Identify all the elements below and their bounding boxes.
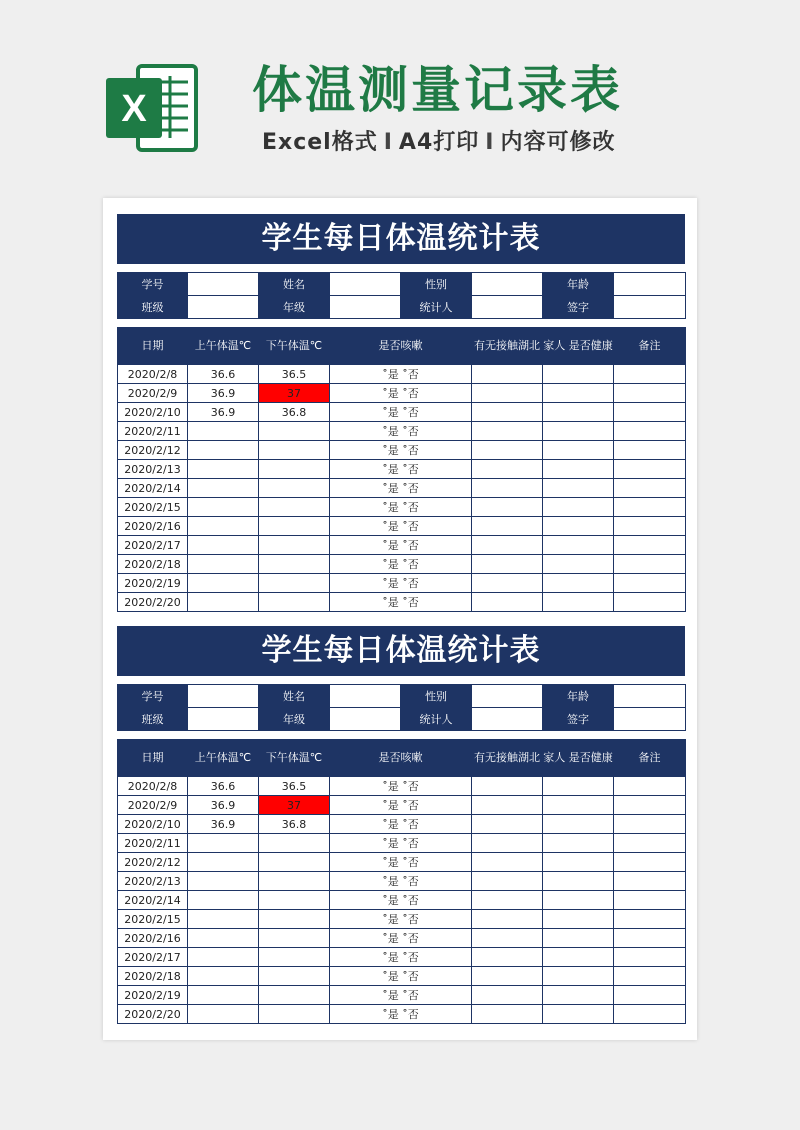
table-row — [118, 967, 686, 986]
table-cell[interactable] — [614, 403, 686, 422]
spreadsheet-paper — [103, 198, 697, 1040]
table-cell[interactable] — [614, 365, 686, 384]
table-cell[interactable]: 2020/2/8 — [118, 777, 188, 796]
table-cell[interactable] — [188, 872, 259, 891]
table-cell[interactable]: 2020/2/19 — [118, 986, 188, 1005]
table-row — [118, 517, 686, 536]
table-cell[interactable] — [543, 872, 614, 891]
info-row — [118, 296, 686, 319]
info-value-cell[interactable] — [614, 708, 686, 731]
info-label: 年级 — [259, 708, 330, 731]
table-cell[interactable] — [543, 536, 614, 555]
table-row — [118, 834, 686, 853]
table-cell[interactable] — [188, 536, 259, 555]
table-cell[interactable] — [614, 422, 686, 441]
table-cell[interactable]: ˚是 ˚否 — [330, 872, 472, 891]
table-cell[interactable]: 36.6 — [188, 365, 259, 384]
info-value-cell[interactable] — [614, 685, 686, 708]
info-label: 统计人 — [401, 708, 472, 731]
table-cell[interactable] — [614, 460, 686, 479]
table-cell[interactable]: ˚是 ˚否 — [330, 574, 472, 593]
table-cell[interactable] — [614, 1005, 686, 1024]
info-label: 统计人 — [401, 296, 472, 319]
table-cell[interactable] — [259, 834, 330, 853]
table-cell[interactable] — [472, 365, 543, 384]
info-label: 学号 — [118, 685, 188, 708]
table-cell[interactable] — [259, 1005, 330, 1024]
subtitle-editable: 内容可修改 — [500, 130, 616, 155]
table-cell[interactable]: 2020/2/17 — [118, 536, 188, 555]
table-cell[interactable]: 2020/2/11 — [118, 834, 188, 853]
table-cell[interactable] — [188, 460, 259, 479]
table-cell[interactable]: ˚是 ˚否 — [330, 777, 472, 796]
table-cell[interactable] — [472, 479, 543, 498]
column-header: 日期 — [118, 328, 188, 365]
table-cell[interactable] — [472, 910, 543, 929]
sheet-block — [117, 626, 685, 1024]
table-cell[interactable] — [543, 555, 614, 574]
info-value-cell[interactable] — [188, 708, 259, 731]
table-cell[interactable] — [472, 384, 543, 403]
info-label: 姓名 — [259, 273, 330, 296]
info-label: 年级 — [259, 296, 330, 319]
info-row — [118, 685, 686, 708]
table-cell[interactable] — [614, 384, 686, 403]
sheet-title: 学生每日体温统计表 — [117, 214, 685, 264]
table-cell[interactable] — [259, 460, 330, 479]
table-cell[interactable] — [188, 441, 259, 460]
table-cell[interactable]: ˚是 ˚否 — [330, 403, 472, 422]
table-cell[interactable]: 36.8 — [259, 815, 330, 834]
table-cell[interactable]: ˚是 ˚否 — [330, 422, 472, 441]
table-row — [118, 910, 686, 929]
table-cell[interactable] — [614, 929, 686, 948]
table-row — [118, 815, 686, 834]
table-cell[interactable] — [259, 910, 330, 929]
banner — [0, 0, 800, 190]
subtitle-separator: I — [383, 130, 393, 155]
column-header: 日期 — [118, 740, 188, 777]
column-header: 备注 — [614, 740, 686, 777]
table-cell[interactable] — [188, 986, 259, 1005]
table-cell[interactable] — [259, 422, 330, 441]
table-cell[interactable] — [472, 796, 543, 815]
table-row — [118, 403, 686, 422]
table-cell[interactable] — [614, 891, 686, 910]
column-header: 是否咳嗽 — [330, 740, 472, 777]
info-value-cell[interactable] — [188, 273, 259, 296]
table-cell[interactable]: 2020/2/16 — [118, 517, 188, 536]
table-cell[interactable] — [188, 948, 259, 967]
table-cell[interactable] — [188, 593, 259, 612]
info-value-cell[interactable] — [188, 685, 259, 708]
table-cell[interactable]: 2020/2/9 — [118, 796, 188, 815]
table-row — [118, 498, 686, 517]
info-row — [118, 708, 686, 731]
table-cell[interactable]: ˚是 ˚否 — [330, 834, 472, 853]
table-cell[interactable] — [259, 536, 330, 555]
info-label: 姓名 — [259, 685, 330, 708]
table-cell[interactable] — [188, 929, 259, 948]
column-header: 有无接触湖北 — [472, 328, 543, 365]
table-cell[interactable]: 2020/2/12 — [118, 441, 188, 460]
info-label: 性别 — [401, 273, 472, 296]
table-cell[interactable]: 2020/2/12 — [118, 853, 188, 872]
table-header-row — [118, 740, 686, 777]
table-cell[interactable]: ˚是 ˚否 — [330, 986, 472, 1005]
table-cell[interactable] — [188, 853, 259, 872]
table-cell[interactable] — [543, 517, 614, 536]
column-header: 下午体温℃ — [259, 328, 330, 365]
info-value-cell[interactable] — [614, 273, 686, 296]
sheet-title: 学生每日体温统计表 — [117, 626, 685, 676]
table-cell[interactable] — [188, 498, 259, 517]
table-cell[interactable] — [472, 403, 543, 422]
table-cell[interactable]: 2020/2/14 — [118, 891, 188, 910]
info-value-cell[interactable] — [472, 273, 543, 296]
table-cell[interactable] — [614, 536, 686, 555]
table-row — [118, 479, 686, 498]
table-cell[interactable] — [543, 910, 614, 929]
table-cell[interactable] — [259, 872, 330, 891]
table-cell[interactable] — [543, 891, 614, 910]
info-label: 班级 — [118, 708, 188, 731]
column-header: 有无接触湖北 — [472, 740, 543, 777]
table-row — [118, 929, 686, 948]
table-cell[interactable]: 2020/2/8 — [118, 365, 188, 384]
table-cell[interactable]: ˚是 ˚否 — [330, 517, 472, 536]
table-cell[interactable]: ˚是 ˚否 — [330, 441, 472, 460]
column-header: 上午体温℃ — [188, 740, 259, 777]
table-cell[interactable]: ˚是 ˚否 — [330, 910, 472, 929]
table-cell[interactable] — [188, 1005, 259, 1024]
table-cell[interactable] — [614, 498, 686, 517]
table-row — [118, 574, 686, 593]
table-cell[interactable] — [259, 948, 330, 967]
table-cell[interactable]: 2020/2/13 — [118, 460, 188, 479]
table-row — [118, 796, 686, 815]
table-cell[interactable]: 37 — [259, 796, 330, 815]
sheet-block — [117, 214, 685, 612]
table-cell[interactable] — [259, 967, 330, 986]
table-cell[interactable] — [614, 986, 686, 1005]
table-cell[interactable] — [259, 891, 330, 910]
table-cell[interactable] — [472, 574, 543, 593]
column-header: 家人 是否健康 — [543, 740, 614, 777]
table-cell[interactable] — [259, 555, 330, 574]
info-value-cell[interactable] — [472, 296, 543, 319]
table-cell[interactable] — [543, 929, 614, 948]
table-cell[interactable] — [614, 574, 686, 593]
table-cell[interactable] — [472, 967, 543, 986]
table-cell[interactable]: ˚是 ˚否 — [330, 948, 472, 967]
table-cell[interactable] — [614, 796, 686, 815]
table-cell[interactable] — [614, 967, 686, 986]
subtitle-format: Excel格式 — [262, 130, 378, 155]
table-cell[interactable] — [259, 853, 330, 872]
info-label: 性别 — [401, 685, 472, 708]
table-cell[interactable] — [543, 574, 614, 593]
table-cell[interactable]: ˚是 ˚否 — [330, 815, 472, 834]
table-cell[interactable]: ˚是 ˚否 — [330, 967, 472, 986]
table-cell[interactable] — [543, 441, 614, 460]
table-cell[interactable]: ˚是 ˚否 — [330, 384, 472, 403]
table-cell[interactable]: 2020/2/14 — [118, 479, 188, 498]
info-label: 年龄 — [543, 273, 614, 296]
table-cell[interactable] — [614, 948, 686, 967]
table-cell[interactable] — [472, 872, 543, 891]
table-cell[interactable] — [472, 948, 543, 967]
table-cell[interactable] — [259, 479, 330, 498]
info-label: 年龄 — [543, 685, 614, 708]
info-value-cell[interactable] — [188, 296, 259, 319]
table-cell[interactable]: ˚是 ˚否 — [330, 460, 472, 479]
table-cell[interactable] — [614, 815, 686, 834]
info-value-cell[interactable] — [472, 685, 543, 708]
table-cell[interactable] — [188, 517, 259, 536]
table-cell[interactable]: ˚是 ˚否 — [330, 555, 472, 574]
table-cell[interactable]: 2020/2/17 — [118, 948, 188, 967]
subtitle-print: A4打印 — [398, 130, 480, 155]
table-cell[interactable]: ˚是 ˚否 — [330, 929, 472, 948]
excel-logo-icon — [104, 60, 200, 156]
table-cell[interactable] — [614, 853, 686, 872]
table-cell[interactable] — [472, 536, 543, 555]
table-cell[interactable]: 2020/2/18 — [118, 967, 188, 986]
table-cell[interactable]: 2020/2/20 — [118, 1005, 188, 1024]
table-cell[interactable] — [543, 853, 614, 872]
table-cell[interactable] — [472, 891, 543, 910]
table-cell[interactable] — [472, 929, 543, 948]
table-cell[interactable]: 2020/2/15 — [118, 498, 188, 517]
temperature-table — [117, 327, 686, 612]
column-header: 下午体温℃ — [259, 740, 330, 777]
column-header: 上午体温℃ — [188, 328, 259, 365]
table-cell[interactable] — [259, 441, 330, 460]
table-cell[interactable] — [188, 555, 259, 574]
column-header: 家人 是否健康 — [543, 328, 614, 365]
table-row — [118, 441, 686, 460]
table-cell[interactable]: 36.5 — [259, 777, 330, 796]
info-row — [118, 273, 686, 296]
excel-logo-letter: X — [121, 88, 147, 130]
table-row — [118, 948, 686, 967]
table-row — [118, 853, 686, 872]
table-cell[interactable]: ˚是 ˚否 — [330, 796, 472, 815]
table-cell[interactable]: ˚是 ˚否 — [330, 479, 472, 498]
info-table — [117, 684, 686, 731]
table-row — [118, 460, 686, 479]
table-cell[interactable] — [472, 555, 543, 574]
table-row — [118, 593, 686, 612]
info-value-cell[interactable] — [614, 296, 686, 319]
info-value-cell[interactable] — [330, 685, 401, 708]
table-cell[interactable]: ˚是 ˚否 — [330, 593, 472, 612]
table-cell[interactable]: 36.9 — [188, 384, 259, 403]
table-cell[interactable] — [472, 853, 543, 872]
table-cell[interactable] — [259, 517, 330, 536]
table-cell[interactable] — [188, 910, 259, 929]
info-table — [117, 272, 686, 319]
info-value-cell[interactable] — [472, 708, 543, 731]
table-cell[interactable] — [543, 948, 614, 967]
table-cell[interactable] — [614, 555, 686, 574]
table-row — [118, 872, 686, 891]
table-cell[interactable]: ˚是 ˚否 — [330, 1005, 472, 1024]
table-cell[interactable]: 36.9 — [188, 796, 259, 815]
table-cell[interactable]: 2020/2/13 — [118, 872, 188, 891]
table-cell[interactable]: 36.8 — [259, 403, 330, 422]
table-cell[interactable] — [188, 834, 259, 853]
table-cell[interactable] — [472, 834, 543, 853]
table-cell[interactable] — [543, 593, 614, 612]
info-label: 签字 — [543, 708, 614, 731]
table-cell[interactable] — [543, 422, 614, 441]
table-cell[interactable] — [543, 498, 614, 517]
table-cell[interactable] — [543, 384, 614, 403]
table-cell[interactable] — [472, 815, 543, 834]
table-cell[interactable] — [188, 967, 259, 986]
temperature-table — [117, 739, 686, 1024]
info-label: 学号 — [118, 273, 188, 296]
table-cell[interactable] — [543, 815, 614, 834]
table-cell[interactable]: 2020/2/10 — [118, 815, 188, 834]
table-cell[interactable] — [259, 574, 330, 593]
table-cell[interactable] — [614, 441, 686, 460]
page-subtitle — [262, 128, 615, 158]
table-cell[interactable]: 2020/2/10 — [118, 403, 188, 422]
table-cell[interactable]: 2020/2/11 — [118, 422, 188, 441]
table-cell[interactable] — [543, 967, 614, 986]
table-cell[interactable] — [543, 834, 614, 853]
table-row — [118, 422, 686, 441]
table-cell[interactable] — [614, 479, 686, 498]
table-cell[interactable] — [543, 1005, 614, 1024]
table-row — [118, 986, 686, 1005]
table-cell[interactable]: ˚是 ˚否 — [330, 498, 472, 517]
table-row — [118, 891, 686, 910]
info-value-cell[interactable] — [330, 708, 401, 731]
table-cell[interactable] — [614, 910, 686, 929]
table-header-row — [118, 328, 686, 365]
table-cell[interactable] — [614, 777, 686, 796]
subtitle-separator: I — [485, 130, 495, 155]
table-cell[interactable] — [543, 460, 614, 479]
table-cell[interactable]: 2020/2/9 — [118, 384, 188, 403]
table-cell[interactable]: ˚是 ˚否 — [330, 536, 472, 555]
table-cell[interactable] — [472, 986, 543, 1005]
table-cell[interactable]: 2020/2/18 — [118, 555, 188, 574]
table-cell[interactable]: 2020/2/20 — [118, 593, 188, 612]
table-row — [118, 555, 686, 574]
table-cell[interactable] — [472, 777, 543, 796]
info-value-cell[interactable] — [330, 296, 401, 319]
table-row — [118, 384, 686, 403]
table-cell[interactable]: 36.6 — [188, 777, 259, 796]
table-cell[interactable]: 2020/2/19 — [118, 574, 188, 593]
table-cell[interactable] — [259, 498, 330, 517]
info-label: 班级 — [118, 296, 188, 319]
column-header: 是否咳嗽 — [330, 328, 472, 365]
table-cell[interactable] — [259, 593, 330, 612]
table-cell[interactable] — [614, 517, 686, 536]
table-cell[interactable] — [259, 986, 330, 1005]
table-cell[interactable] — [259, 929, 330, 948]
table-cell[interactable] — [472, 498, 543, 517]
table-cell[interactable] — [472, 593, 543, 612]
table-cell[interactable] — [543, 796, 614, 815]
info-value-cell[interactable] — [330, 273, 401, 296]
table-cell[interactable] — [543, 777, 614, 796]
table-cell[interactable] — [472, 517, 543, 536]
table-row — [118, 777, 686, 796]
table-cell[interactable] — [472, 1005, 543, 1024]
page-title: 体温测量记录表 — [252, 61, 623, 119]
table-row — [118, 365, 686, 384]
table-cell[interactable] — [543, 986, 614, 1005]
table-cell[interactable] — [188, 891, 259, 910]
table-cell[interactable] — [472, 460, 543, 479]
table-cell[interactable]: 36.5 — [259, 365, 330, 384]
table-cell[interactable]: 36.9 — [188, 403, 259, 422]
column-header: 备注 — [614, 328, 686, 365]
table-cell[interactable] — [188, 479, 259, 498]
table-cell[interactable] — [614, 872, 686, 891]
table-row — [118, 1005, 686, 1024]
table-cell[interactable]: 2020/2/15 — [118, 910, 188, 929]
table-cell[interactable] — [188, 574, 259, 593]
table-cell[interactable] — [614, 834, 686, 853]
table-cell[interactable] — [543, 479, 614, 498]
table-cell[interactable]: ˚是 ˚否 — [330, 365, 472, 384]
table-cell[interactable] — [188, 422, 259, 441]
table-cell[interactable] — [472, 441, 543, 460]
table-cell[interactable]: 2020/2/16 — [118, 929, 188, 948]
table-row — [118, 536, 686, 555]
table-cell[interactable]: 37 — [259, 384, 330, 403]
table-cell[interactable]: 36.9 — [188, 815, 259, 834]
table-cell[interactable]: ˚是 ˚否 — [330, 853, 472, 872]
table-cell[interactable] — [472, 422, 543, 441]
info-label: 签字 — [543, 296, 614, 319]
table-cell[interactable]: ˚是 ˚否 — [330, 891, 472, 910]
table-cell[interactable] — [543, 365, 614, 384]
table-cell[interactable] — [543, 403, 614, 422]
table-cell[interactable] — [614, 593, 686, 612]
